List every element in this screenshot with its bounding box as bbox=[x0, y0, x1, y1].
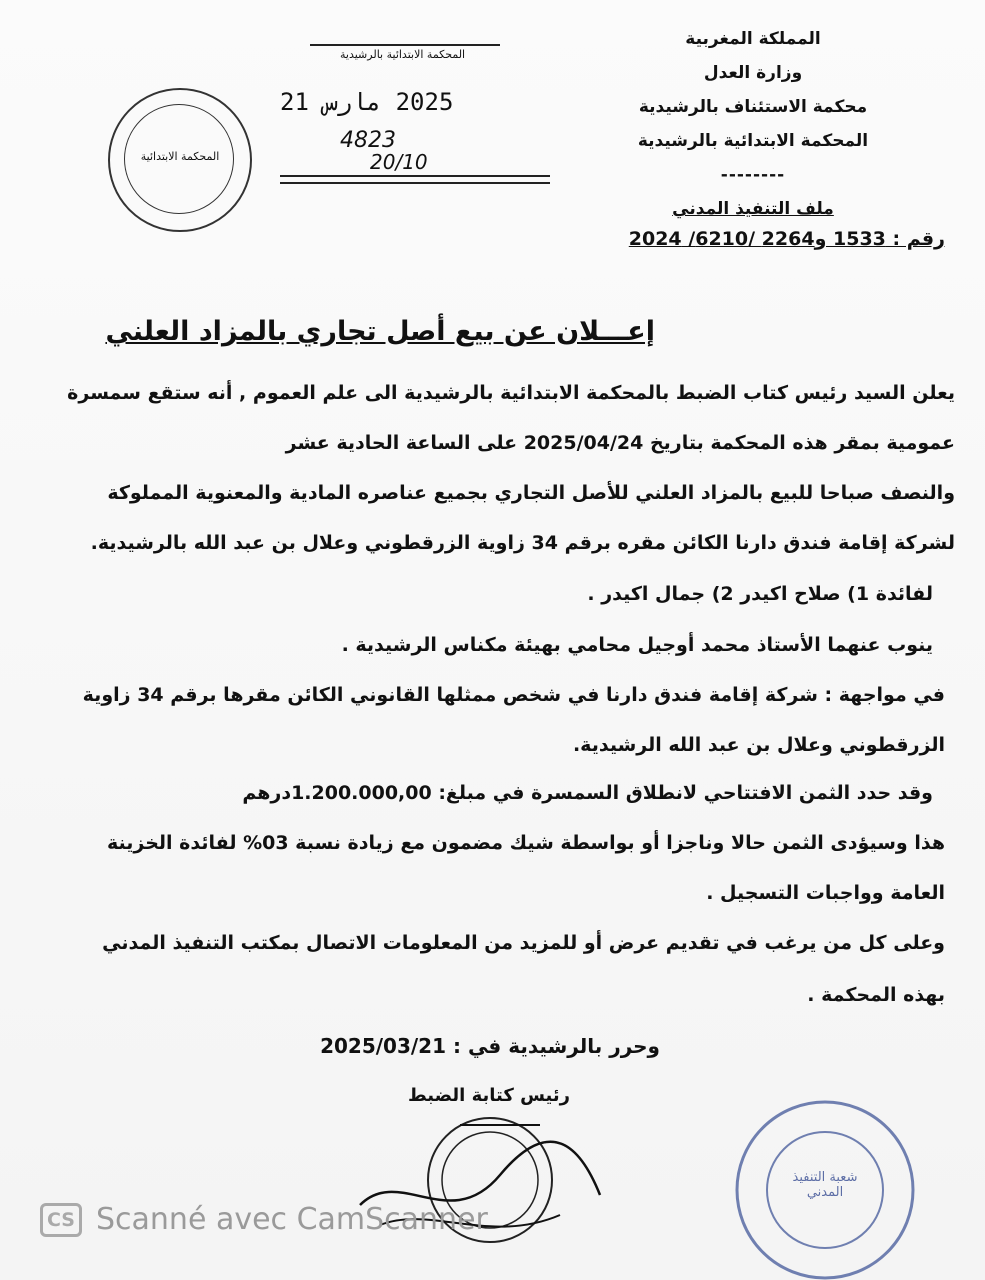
seal-right-text: شعبة التنفيذ المدني bbox=[792, 1170, 858, 1200]
stamp-date: 2025 مارس 21 bbox=[280, 88, 454, 116]
announcement-title: إعـــلان عن بيع أصل تجاري بالمزاد العلني bbox=[105, 316, 655, 347]
stamp-top-text: المحكمة الابتدائية بالرشيدية bbox=[340, 48, 466, 61]
body-line: والنصف صباحا للبيع بالمزاد العلني للأصل التجاري بجميع عناصره المادية والمعنوية المملوكة bbox=[107, 482, 955, 504]
file-reference: رقم : 1533 و2264 /6210/ 2024 bbox=[628, 228, 945, 250]
header-file-title: ملف التنفيذ المدني bbox=[672, 199, 834, 219]
signature-label: رئيس كتابة الضبط bbox=[408, 1085, 570, 1106]
stamp-number: 4823 bbox=[340, 128, 396, 153]
round-seal-left bbox=[108, 88, 252, 232]
stamp-serial: 20/10 bbox=[370, 150, 428, 174]
header-ministry: وزارة العدل bbox=[703, 63, 803, 83]
body-line: يعلن السيد رئيس كتاب الضبط بالمحكمة الابتدائية بالرشيدية الى علم العموم , أنه ستقع سمسرة bbox=[67, 382, 955, 404]
camscanner-watermark bbox=[40, 1202, 488, 1237]
reception-stamp bbox=[280, 40, 555, 190]
body-line: الزرقطوني وعلال بن عبد الله الرشيدية. bbox=[572, 734, 945, 756]
body-line: عمومية بمقر هذه المحكمة بتاريخ 2025/04/24 على الساعة الحادية عشر bbox=[285, 432, 955, 454]
header-kingdom: المملكة المغربية bbox=[685, 29, 821, 49]
header-first-instance-court: المحكمة الابتدائية بالرشيدية bbox=[637, 131, 869, 151]
body-line: وقد حدد الثمن الافتتاحي لانطلاق السمسرة في مبلغ: 1.200.000,00درهم bbox=[242, 782, 933, 804]
camscanner-logo-icon: CS bbox=[40, 1203, 82, 1237]
document-header bbox=[593, 22, 913, 226]
body-line: في مواجهة : شركة إقامة فندق دارنا في شخص ممثلها القانوني الكائن مقرها برقم 34 زاوية bbox=[82, 684, 945, 706]
body-line: بهذه المحكمة . bbox=[807, 984, 945, 1006]
body-line: هذا وسيؤدى الثمن حالا وناجزا أو بواسطة شيك مضمون مع زيادة نسبة 03% لفائدة الخزينة bbox=[107, 832, 945, 854]
seal-left-text: المحكمة الابتدائية bbox=[140, 150, 220, 163]
body-line: ينوب عنهما الأستاذ محمد أوجيل محامي بهيئة مكناس الرشيدية . bbox=[341, 634, 933, 656]
header-appeal-court: محكمة الاستئناف بالرشيدية bbox=[638, 97, 868, 117]
body-line: لشركة إقامة فندق دارنا الكائن مقره برقم 34 زاوية الزرقطوني وعلال بن عبد الله بالرشيدية. bbox=[90, 532, 955, 554]
closing-date: وحرر بالرشيدية في : 2025/03/21 bbox=[320, 1034, 660, 1058]
body-line: لفائدة 1) صلاح اكيدر 2) جمال اكيدر . bbox=[587, 583, 933, 605]
camscanner-text: Scanné avec CamScanner bbox=[96, 1202, 488, 1237]
body-line: العامة وواجبات التسجيل . bbox=[706, 882, 945, 904]
header-divider: -------- bbox=[720, 165, 786, 185]
body-line: وعلى كل من يرغب في تقديم عرض أو للمزيد من المعلومات الاتصال بمكتب التنفيذ المدني bbox=[102, 932, 945, 954]
round-seal-right bbox=[720, 1090, 920, 1280]
